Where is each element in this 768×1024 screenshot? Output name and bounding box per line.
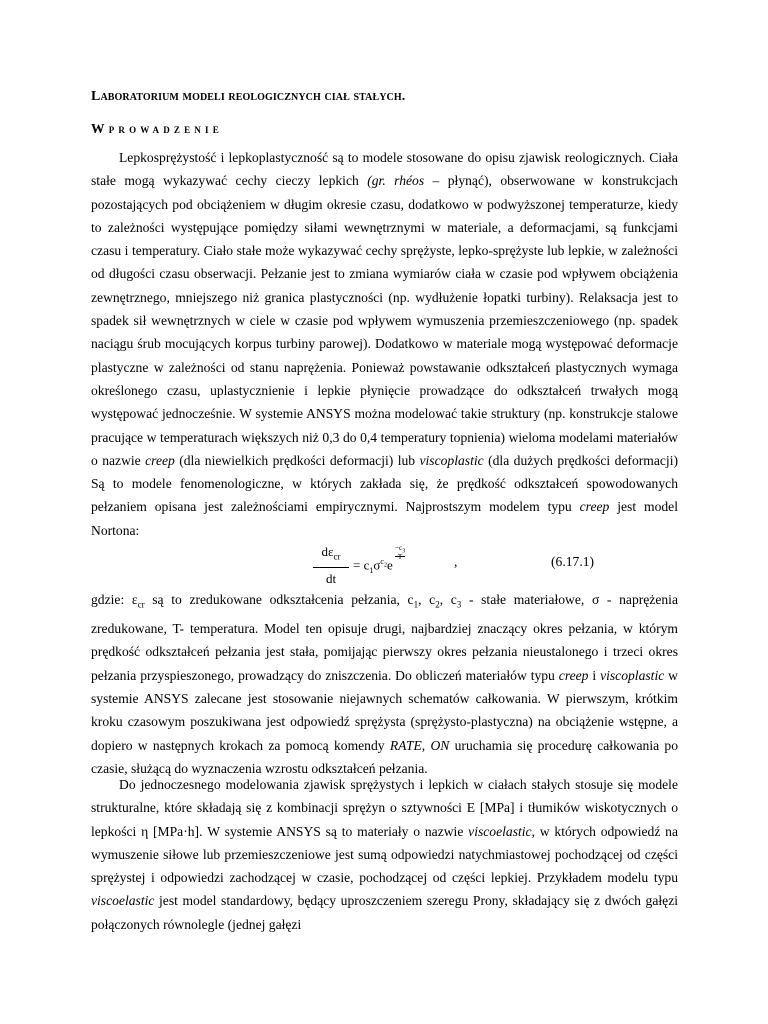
term-creep: creep	[145, 452, 175, 468]
formula-rhs: = $c_1\sigma^{c_2}e$ $-c_3$ T	[353, 543, 406, 575]
term-viscoelastic: viscoelastic	[468, 823, 532, 839]
paragraph-structural-models: Do jednoczesnego modelowania zjawisk sprężystych i lepkich w ciałach stałych stosuje się modele strukturalne, które składają się z kombinacji sprężyn o sztywności E [MPa] i tłumików wiskotycznych o lepkości η [MPa·h]. W systemie ANSYS są to materiały o nazwie viscoelastic, w których odpowiedź na wymuszenie siłowe lub przemieszczeniowe jest sumą odpowiedzi natychmiastowej pochodzącej od części sprężystej i odpowiedzi zachodzącej w czasie, pochodzącej od części lepkiej. Przykładem modelu typu viscoelastic jest model standardowy, będący uproszczeniem szeregu Prony, składający się z dwóch gałęzi połączonych równolegle (jednej gałęzi	[91, 777, 678, 932]
term-creep: creep	[558, 667, 589, 683]
equation-number: (6.17.1)	[551, 554, 595, 569]
term-creep: creep	[579, 499, 610, 515]
text-run: Lepkosprężystość i lepkoplastyczność są to modele stosowane do opisu zjawisk reologicznych. Ciała stałe mogą wykazywać cechy cieczy lepkich	[91, 150, 678, 189]
section-heading: Wprowadzenie	[91, 121, 223, 136]
term-viscoplastic: viscoplastic	[419, 452, 484, 468]
text-run: – płynąć), obserwowane w konstrukcjach pozostających pod obciążeniem w długim okresie czasu, dodatkowo w podwyższonej temperaturze, kiedy to zależności występujące pomiędzy siłami wewnętrznymi w materiale, a deformacjami, są funkcjami czasu i temperatury. Ciało stałe może wykazywać cechy sprężyste, lepko-sprężyste lub lepkie, w zależności od długości czasu obserwacji. Pełzanie jest to zmiana wymiarów ciała w czasie pod wpływem obciążenia zewnętrznego, mniejszego niż granica plastyczności (np. wydłużenie łopatki turbiny). Relaksacja jest to spadek sił wewnętrznych w ciele w czasie pod wpływem wymuszenia przemieszczeniowego (np. spadek naciągu śrub mocujących korpus turbiny parowej). Dodatkowo w materiale mogą występować deformacje plastyczne w zależności od stanu naprężenia. Ponieważ powstawanie odkształceń plastycznych wymaga określonego czasu, uplastycznienie i lepkie płynięcie prowadzące do odkształceń trwałych mogą występować jednocześnie. W systemie ANSYS można modelować takie struktury (np. konstrukcje stalowe pracujące w temperaturach większych niż 0,3 do 0,4 temperatury topnienia) wieloma modelami materiałów o nazwie	[91, 173, 678, 468]
formula-comma: ,	[454, 554, 458, 569]
document-heading: Laboratorium modeli reologicznych ciał stałych.	[91, 89, 406, 104]
term-viscoelastic: viscoelastic	[91, 893, 155, 909]
text-run: (dla niewielkich prędkości deformacji) lub	[174, 452, 420, 468]
formula-fraction	[313, 544, 349, 587]
term-viscoplastic: viscoplastic	[600, 667, 665, 683]
equation-norton	[91, 542, 678, 588]
formula-exponent: $-c_3$ T	[394, 543, 406, 561]
paragraph-intro	[91, 146, 678, 542]
formula-numerator: $d\varepsilon_{cr}$	[313, 544, 349, 568]
text-run: (dla dużych prędkości deformacji) Są to modele fenomenologiczne, w których zakłada się, że prędkość odkształceń spowodowanych pełzaniem opisana jest zależnościami empirycznymi. Najprostszym modelem typu	[91, 452, 678, 515]
text-italic: (gr. rhéos	[367, 173, 425, 189]
text-run: jest model Nortona:	[91, 499, 678, 538]
formula-denominator: dt	[325, 570, 337, 586]
paragraph-norton-explanation: gdzie: $\varepsilon_{cr}$ są to zredukowane odkształcenia pełzania, $c_1$, $c_2$, $c_3$ - stałe materiałowe, σ - naprężenia zredukowane, T- temperatura. Model ten opisuje drugi, najbardziej znaczący okres pełzania, w którym prędkość odkształceń pełzania jest stała, pomijając pierwszy okres pełzania nieustalonego i trzeci okres pełzania przyspieszonego, prowadzący do zniszczenia. Do obliczeń materiałów typu creep i viscoplastic w systemie ANSYS zalecane jest stosowanie niejawnych schematów całkowania. W pierwszym, krótkim kroku czasowym poszukiwana jest odpowiedź sprężysta (sprężysto-plastyczna) na obciążenie wstępne, a dopiero w następnych krokach za pomocą komendy RATE, ON uruchamia się procedurę całkowania po czasie, służącą do wyznaczenia wzrostu odkształceń pełzania.	[91, 592, 678, 776]
command-rate-on: RATE, ON	[389, 737, 450, 753]
